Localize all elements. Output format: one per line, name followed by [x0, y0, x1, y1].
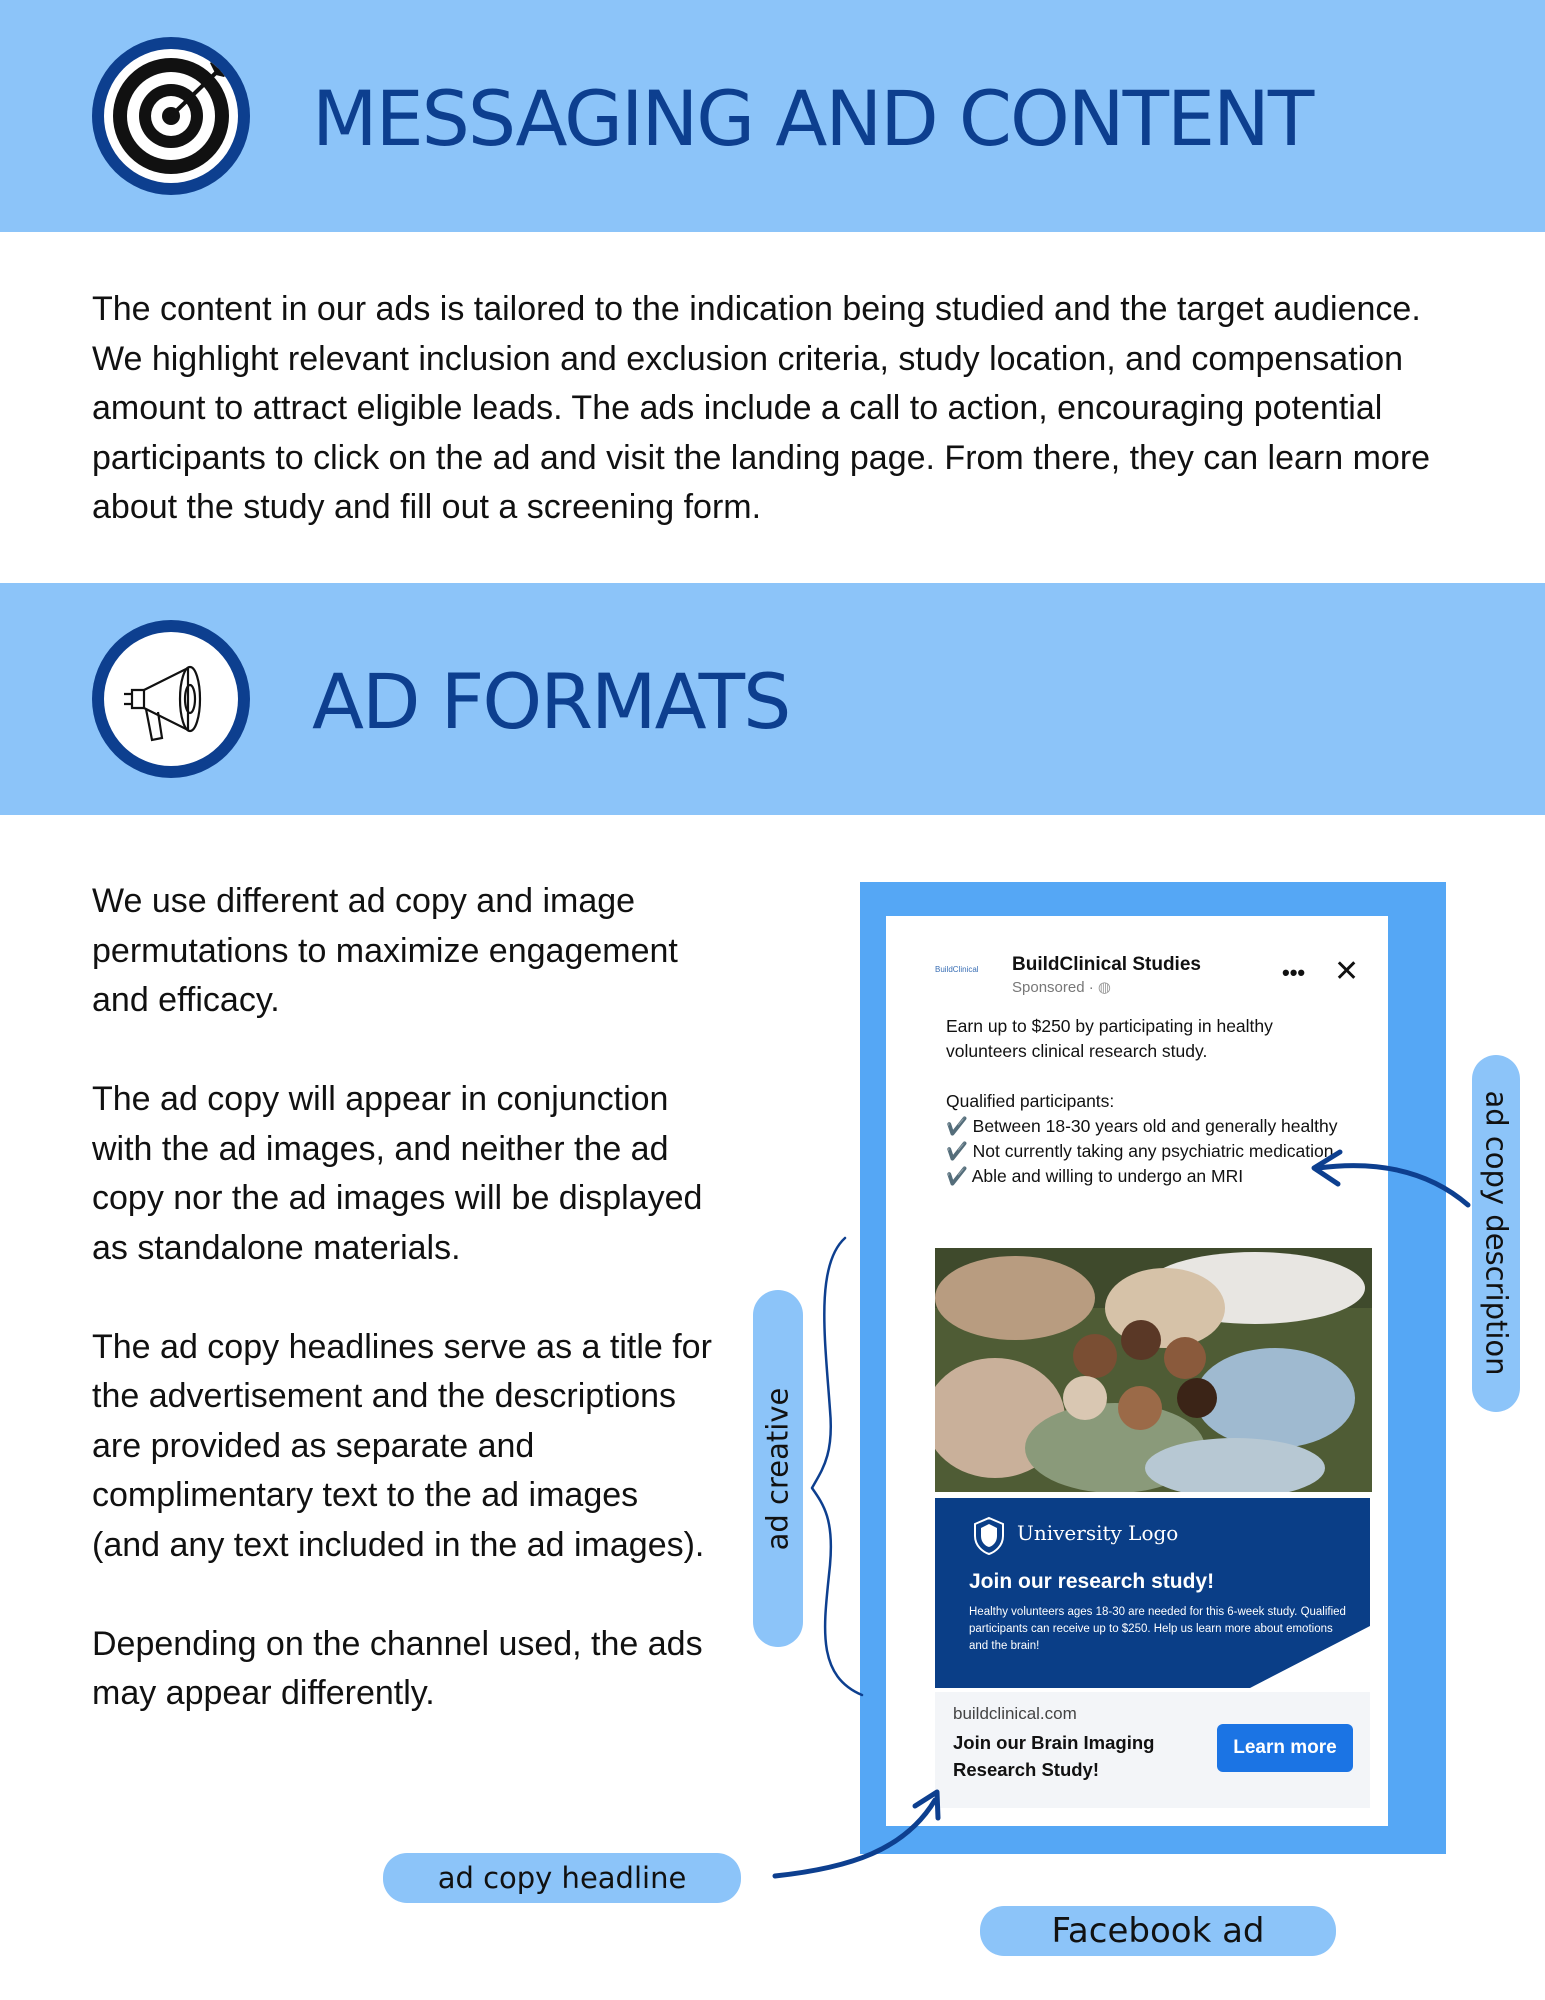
- paragraph: Depending on the channel used, the ads may appear differently.: [92, 1624, 703, 1712]
- qualified-label: Qualified participants:: [946, 1091, 1115, 1111]
- criteria-item: [946, 1139, 1346, 1164]
- ad-creative-brace: [812, 1238, 862, 1695]
- section-header-ad-formats: [0, 583, 1545, 815]
- section-header-messaging: [0, 0, 1545, 232]
- criteria-text: Not currently taking any psychiatric medication: [972, 1141, 1334, 1161]
- paragraph: We use different ad copy and image permutations to maximize engagement and efficacy.: [92, 882, 678, 1019]
- ad-creative-text: ad creative: [760, 1387, 795, 1551]
- check-icon: ✔️: [946, 1116, 973, 1136]
- facebook-ad-card: [886, 916, 1388, 1826]
- banner-text: Healthy volunteers ages 18-30 are needed for this 6-week study. Qualified participants can receive up to $250. Help us learn more about emotions and the brain!: [969, 1606, 1346, 1652]
- advertiser-name: BuildClinical Studies: [1012, 954, 1201, 975]
- check-icon: ✔️: [946, 1141, 973, 1161]
- shield-icon: [971, 1516, 1007, 1556]
- paragraph: The ad copy headlines serve as a title for the advertisement and the descriptions are provided as separate and complimentary text to the ad images (and any text included in the ad images).: [92, 1327, 712, 1564]
- close-icon[interactable]: ✕: [1334, 955, 1360, 988]
- target-icon: [92, 37, 250, 195]
- facebook-ad-label: Facebook ad: [980, 1906, 1336, 1956]
- paragraph: The ad copy will appear in conjunction with the ad images, and neither the ad copy nor the ad images will be displayed as standalone materials.: [92, 1080, 703, 1267]
- ad-copy-description-label: [1472, 1055, 1520, 1412]
- ad-copy-headline: Join our Brain Imaging Research Study!: [953, 1732, 1155, 1780]
- ad-creative-label: [753, 1290, 803, 1647]
- banner-heading: Join our research study!: [969, 1570, 1215, 1593]
- ad-footer[interactable]: [935, 1692, 1370, 1808]
- criteria-text: Between 18-30 years old and generally healthy: [972, 1116, 1338, 1136]
- ad-image-banner: [935, 1498, 1370, 1688]
- learn-more-button[interactable]: Learn more: [1217, 1724, 1353, 1772]
- globe-icon: ◍: [1097, 979, 1111, 996]
- ad-domain: buildclinical.com: [953, 1704, 1077, 1723]
- ad-image-people: [935, 1248, 1372, 1492]
- ad-copy-description-text: ad copy description: [1479, 1090, 1514, 1376]
- section-title: AD FORMATS: [312, 657, 790, 746]
- criteria-text: Able and willing to undergo an MRI: [971, 1166, 1244, 1186]
- criteria-item: [946, 1164, 1346, 1189]
- university-logo-text: University Logo: [1017, 1521, 1179, 1545]
- sponsored-text: Sponsored ·: [1012, 979, 1098, 996]
- check-icon: ✔️: [946, 1166, 972, 1186]
- ad-copy-description: [946, 1014, 1346, 1189]
- banner-corner-fold: [1250, 1626, 1370, 1688]
- advertiser-logo: BuildClinical: [935, 965, 979, 974]
- ad-formats-description: [92, 877, 712, 1768]
- more-options-icon[interactable]: •••: [1282, 960, 1306, 985]
- ad-intro-text: Earn up to $250 by participating in healthy volunteers clinical research study.: [946, 1016, 1273, 1061]
- messaging-description: The content in our ads is tailored to the indication being studied and the target audience. We highlight relevant inclusion and exclusion criteria, study location, and compensation amount to attract eligible leads. The ads include a call to action, encouraging potential participants to click on the ad and visit the landing page. From there, they can learn more about the study and fill out a screening form.: [92, 290, 1431, 526]
- megaphone-icon: [92, 620, 250, 778]
- sponsored-label: [1012, 978, 1111, 996]
- section-title: MESSAGING AND CONTENT: [312, 74, 1313, 163]
- ad-copy-headline-label: ad copy headline: [383, 1853, 741, 1903]
- criteria-item: [946, 1114, 1346, 1139]
